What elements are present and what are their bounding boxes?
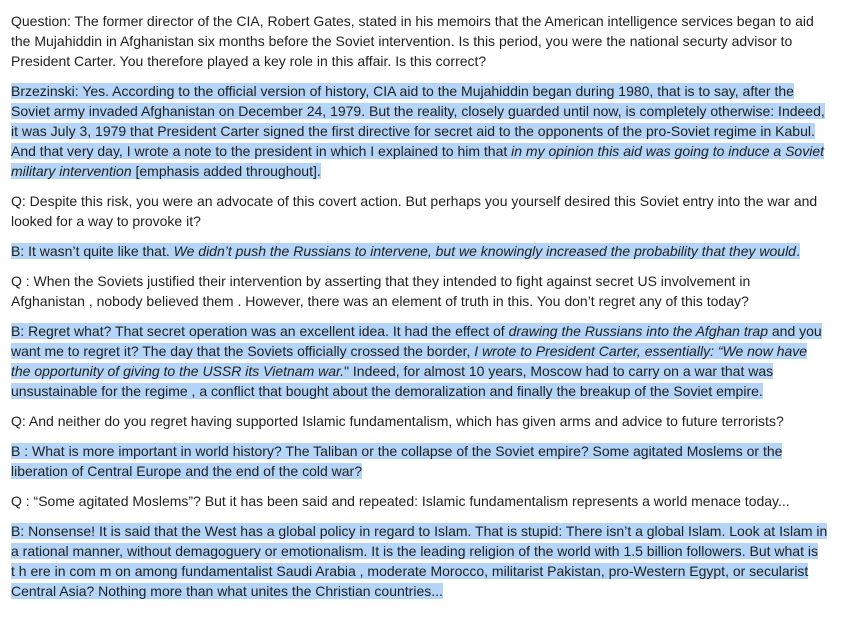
text-line: Afghanistan , nobody believed them . However, there was an element of truth in this. You don’t regret any of this today? <box>11 293 749 309</box>
highlighted-text: B: Regret what? That secret operation was an excellent idea. It had the effect of <box>11 323 509 339</box>
highlighted-text: a rational manner, without demagoguery or emotionalism. It is the leading religion of the world with 1.5 billion followers. But what is <box>11 543 818 559</box>
question-paragraph-1 <box>11 11 841 71</box>
text-line: the Mujahiddin in Afghanistan six months before the Soviet intervention. Is this period, you were the national securty advisor to <box>11 33 793 49</box>
question-paragraph-3 <box>11 271 841 311</box>
highlighted-text: " Indeed, for almost 10 years, Moscow had to carry on a war that was <box>344 363 774 379</box>
emphasis-text: drawing the Russians into the Afghan trap <box>508 323 768 339</box>
emphasis-text: We didn’t push the Russians to intervene, but we knowingly increased the probability that they would <box>173 243 796 259</box>
answer-paragraph-3[interactable] <box>11 321 841 401</box>
text-line: Q: Despite this risk, you were an advocate of this covert action. But perhaps you yourself desired this Soviet entry into the war and <box>11 193 818 209</box>
text-line: Q : When the Soviets justified their intervention by asserting that they intended to fight against secret US involvement in <box>11 273 751 289</box>
highlighted-text: [emphasis added throughout]. <box>131 163 321 179</box>
highlighted-text: B: It wasn’t quite like that. <box>11 243 174 259</box>
emphasis-text: I wrote to President Carter, essentially: “We now have <box>474 343 808 359</box>
highlighted-text: Central Asia? Nothing more than what unites the Christian countries... <box>11 583 443 599</box>
question-paragraph-4 <box>11 411 841 431</box>
highlighted-text: and you <box>767 323 822 339</box>
text-line: Question: The former director of the CIA, Robert Gates, stated in his memoirs that the American intelligence services began to aid <box>11 13 814 29</box>
highlighted-text: Soviet army invaded Afghanistan on December 24, 1979. But the reality, closely guarded until now, is completely otherwise: Indeed, <box>11 103 825 119</box>
highlighted-text: unsustainable for the regime , a conflict that bought about the demoralization and finally the breakup of the Soviet empire. <box>11 383 763 399</box>
question-paragraph-5 <box>11 491 841 511</box>
text-line: President Carter. You therefore played a key role in this affair. Is this correct? <box>11 53 487 69</box>
answer-paragraph-1[interactable] <box>11 81 841 181</box>
highlighted-text: And that very day, I wrote a note to the president in which I explained to him that <box>11 143 512 159</box>
answer-paragraph-5[interactable] <box>11 521 841 601</box>
highlighted-text: it was July 3, 1979 that President Carter signed the first directive for secret aid to the opponents of the pro-Soviet regime in Kabul. <box>11 123 815 139</box>
emphasis-text: the opportunity of giving to the USSR its Vietnam war. <box>11 363 345 379</box>
text-line: Q : “Some agitated Moslems”? But it has been said and repeated: Islamic fundamentalism represents a world menace today... <box>11 493 790 509</box>
highlighted-text: want me to regret it? The day that the Soviets officially crossed the border, <box>11 343 475 359</box>
highlighted-text: B : What is more important in world history? The Taliban or the collapse of the Soviet empire? Some agitated Moslems or the <box>11 443 783 459</box>
emphasis-text: in my opinion this aid was going to induce a Soviet <box>511 143 824 159</box>
text-line: looked for a way to provoke it? <box>11 213 201 229</box>
answer-paragraph-2[interactable] <box>11 241 841 261</box>
highlighted-text: t h ere in com m on among fundamentalist Saudi Arabia , moderate Morocco, militarist Pakistan, pro-Western Egypt, or secularist <box>11 563 809 579</box>
emphasis-text: military intervention <box>11 163 132 179</box>
highlighted-text: liberation of Central Europe and the end of the cold war? <box>11 463 363 479</box>
highlighted-text: Brzezinski: Yes. According to the official version of history, CIA aid to the Mujahiddin began during 1980, that is to say, after the <box>11 83 794 99</box>
highlighted-text: B: Nonsense! It is said that the West has a global policy in regard to Islam. That is stupid: There isn’t a global Islam. Look at Islam in <box>11 523 828 539</box>
highlighted-text: . <box>795 243 800 259</box>
question-paragraph-2 <box>11 191 841 231</box>
answer-paragraph-4[interactable] <box>11 441 841 481</box>
text-line: Q: And neither do you regret having supported Islamic fundamentalism, which has given arms and advice to future terrorists? <box>11 413 784 429</box>
